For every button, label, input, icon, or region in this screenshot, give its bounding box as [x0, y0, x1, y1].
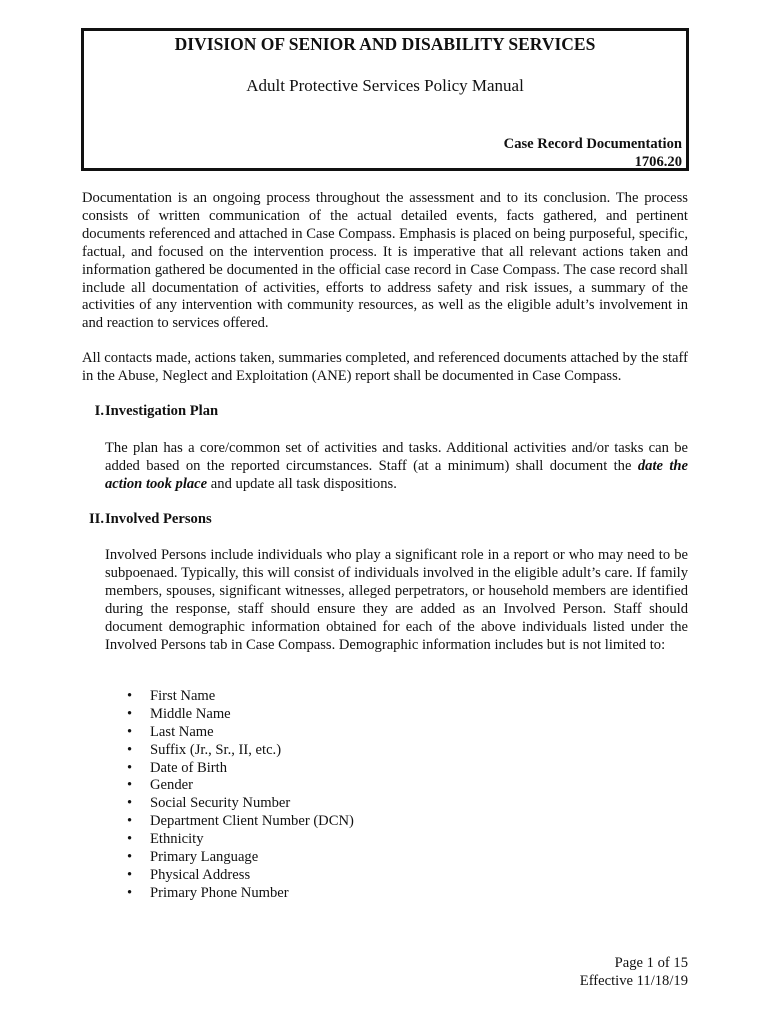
list-item: [127, 849, 354, 867]
header-box: [81, 28, 689, 171]
list-item-text: Last Name: [150, 723, 214, 740]
list-item-text: Physical Address: [150, 866, 251, 883]
bullet-icon: •: [127, 705, 133, 722]
bullet-icon: •: [127, 813, 133, 830]
list-item: [127, 706, 354, 724]
list-item-text: Suffix (Jr., Sr., II, etc.): [150, 741, 282, 758]
list-item: [127, 777, 354, 795]
section-title: Investigation Plan: [105, 403, 219, 419]
list-item-text: Gender: [150, 777, 193, 794]
list-item-text: Department Client Number (DCN): [150, 813, 354, 830]
emphasis-text: date the action took place: [105, 457, 688, 492]
demographic-list: [127, 688, 354, 903]
division-title: DIVISION OF SENIOR AND DISABILITY SERVICES: [174, 34, 596, 54]
section-number: I.: [94, 403, 104, 419]
text: The plan has a core/common set of activities and tasks. Additional activities and/or tasks can be added based on the reported circumstances. Staff (at a minimum) shall document the: [105, 440, 688, 474]
section-number: II.: [88, 511, 104, 527]
involved-persons-paragraph: Involved Persons include individuals who play a significant role in a report or who may need to be subpoenaed. Typically, this will consist of individuals involved in the eligible adult’s care. If family members, spouses, significant witnesses, alleged perpetrators, or household members are identified during the response, staff should ensure they are added as an Involved Person. Staff should document demographic information obtained for each of the above individuals listed under the Involved Persons tab in Case Compass. Demographic information includes but is not limited to:: [105, 547, 688, 653]
list-item-text: Primary Language: [150, 849, 259, 866]
bullet-icon: •: [127, 831, 133, 848]
section-title: Involved Persons: [105, 511, 212, 527]
list-item: [127, 760, 354, 778]
manual-title: Adult Protective Services Policy Manual: [246, 76, 524, 95]
list-item: [127, 724, 354, 742]
list-item: [127, 867, 354, 885]
investigation-plan-paragraph: [105, 440, 688, 494]
section-title: Case Record Documentation: [503, 136, 682, 152]
list-item: [127, 688, 354, 706]
page-number: Page 1 of 15: [614, 955, 688, 971]
section-heading-involved-persons: [82, 511, 212, 529]
bullet-icon: •: [127, 723, 133, 740]
list-item: [127, 831, 354, 849]
list-item-text: First Name: [150, 688, 216, 704]
list-item-text: Primary Phone Number: [150, 884, 289, 901]
list-item: [127, 813, 354, 831]
bullet-icon: •: [127, 688, 133, 704]
section-number: 1706.20: [634, 154, 682, 170]
intro-paragraph-2: All contacts made, actions taken, summaries completed, and referenced documents attached by the staff in the Abuse, Neglect and Exploitation (ANE) report shall be documented in Case Compass.: [82, 350, 688, 384]
bullet-icon: •: [127, 849, 133, 866]
bullet-icon: •: [127, 866, 133, 883]
text: and update all task dispositions.: [207, 475, 397, 492]
list-item: [127, 742, 354, 760]
list-item: [127, 885, 354, 903]
bullet-icon: •: [127, 741, 133, 758]
bullet-icon: •: [127, 759, 133, 776]
effective-date: Effective 11/18/19: [579, 972, 688, 989]
section-heading: [504, 135, 682, 171]
list-item: [127, 795, 354, 813]
section-heading-investigation-plan: [82, 403, 219, 421]
list-item-text: Middle Name: [150, 705, 231, 722]
list-item-text: Ethnicity: [150, 831, 204, 848]
bullet-icon: •: [127, 884, 133, 901]
intro-paragraph-1: Documentation is an ongoing process throughout the assessment and to its conclusion. The process consists of written communication of the actual detailed events, facts gathered, and pertinent documents referenced and attached in Case Compass. Emphasis is placed on being purposeful, specific, factual, and focused on the intervention process. It is imperative that all relevant actions taken and information gathered be documented in the official case record in Case Compass. The case record shall include all documentation of activities, efforts to address safety and risk issues, a summary of the activities of any intervention with community resources, as well as the eligible adult’s involvement in and reaction to services offered.: [82, 190, 688, 332]
list-item-text: Social Security Number: [150, 795, 291, 812]
bullet-icon: •: [127, 777, 133, 794]
list-item-text: Date of Birth: [150, 759, 228, 776]
page-footer: [580, 955, 688, 991]
bullet-icon: •: [127, 795, 133, 812]
